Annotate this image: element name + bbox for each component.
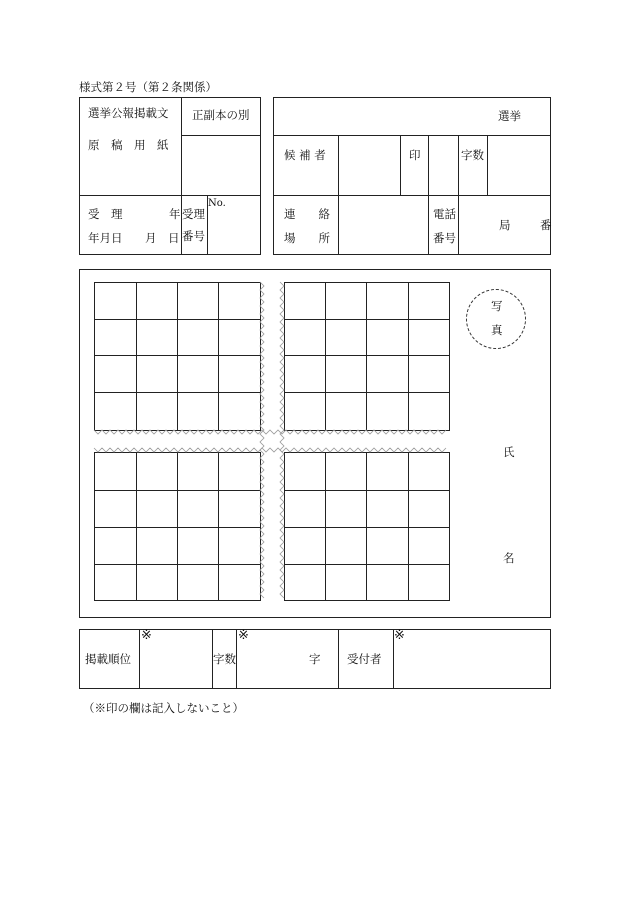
- photo-area[interactable]: [466, 289, 526, 349]
- photo-label: 写: [491, 299, 503, 313]
- doc-title-line2: 原 稿 用 紙: [88, 138, 169, 152]
- phone-label: 電話: [433, 207, 456, 221]
- office-mark: ※: [238, 628, 249, 643]
- receipt-number-label2: 番号: [182, 229, 205, 243]
- perforation-line: [94, 448, 446, 452]
- perforation-line: [94, 430, 446, 434]
- receipt-date-month-day: 月 日: [145, 231, 180, 245]
- receipt-date-label2: 年月日: [88, 231, 123, 245]
- name-label2: 名: [503, 551, 515, 565]
- divider: [338, 629, 339, 689]
- order-label: 掲載順位: [85, 652, 131, 666]
- office-mark: ※: [141, 628, 152, 643]
- receipt-date-label: 受 理: [88, 207, 123, 221]
- name-field[interactable]: [470, 470, 540, 540]
- phone-label2: 番号: [433, 231, 456, 245]
- election-label: 選挙: [498, 109, 521, 123]
- receipt-date-year: 年: [169, 207, 181, 221]
- candidate-label: 候 補 者: [284, 148, 326, 162]
- contact-label2: 場 所: [284, 231, 330, 245]
- order-field[interactable]: [140, 645, 211, 688]
- char-unit: 字: [309, 652, 321, 666]
- phone-exchange-label: 局: [499, 218, 511, 232]
- name-label: 氏: [503, 445, 515, 459]
- receiver-field[interactable]: [394, 645, 550, 688]
- footer-char-count-field[interactable]: [237, 645, 307, 688]
- receipt-number-label: 受理: [182, 207, 205, 221]
- form-title: 様式第２号（第２条関係）: [79, 80, 217, 94]
- photo-label2: 真: [491, 323, 503, 337]
- perforation-line: [260, 282, 264, 598]
- char-count-label: 字数: [461, 148, 484, 162]
- office-mark: ※: [394, 628, 405, 643]
- note: （※印の欄は記入しないこと）: [83, 701, 244, 715]
- perforation-line: [280, 282, 284, 598]
- footer-char-count-label: 字数: [213, 652, 236, 666]
- number-prefix: No.: [208, 198, 226, 209]
- doc-title-line1: 選挙公報掲載文: [88, 106, 169, 120]
- seal-label: 印: [409, 148, 421, 162]
- contact-label: 連 絡: [284, 207, 330, 221]
- phone-number-label: 番: [540, 218, 552, 232]
- receiver-label: 受付者: [347, 652, 382, 666]
- copy-label: 正副本の別: [192, 108, 250, 122]
